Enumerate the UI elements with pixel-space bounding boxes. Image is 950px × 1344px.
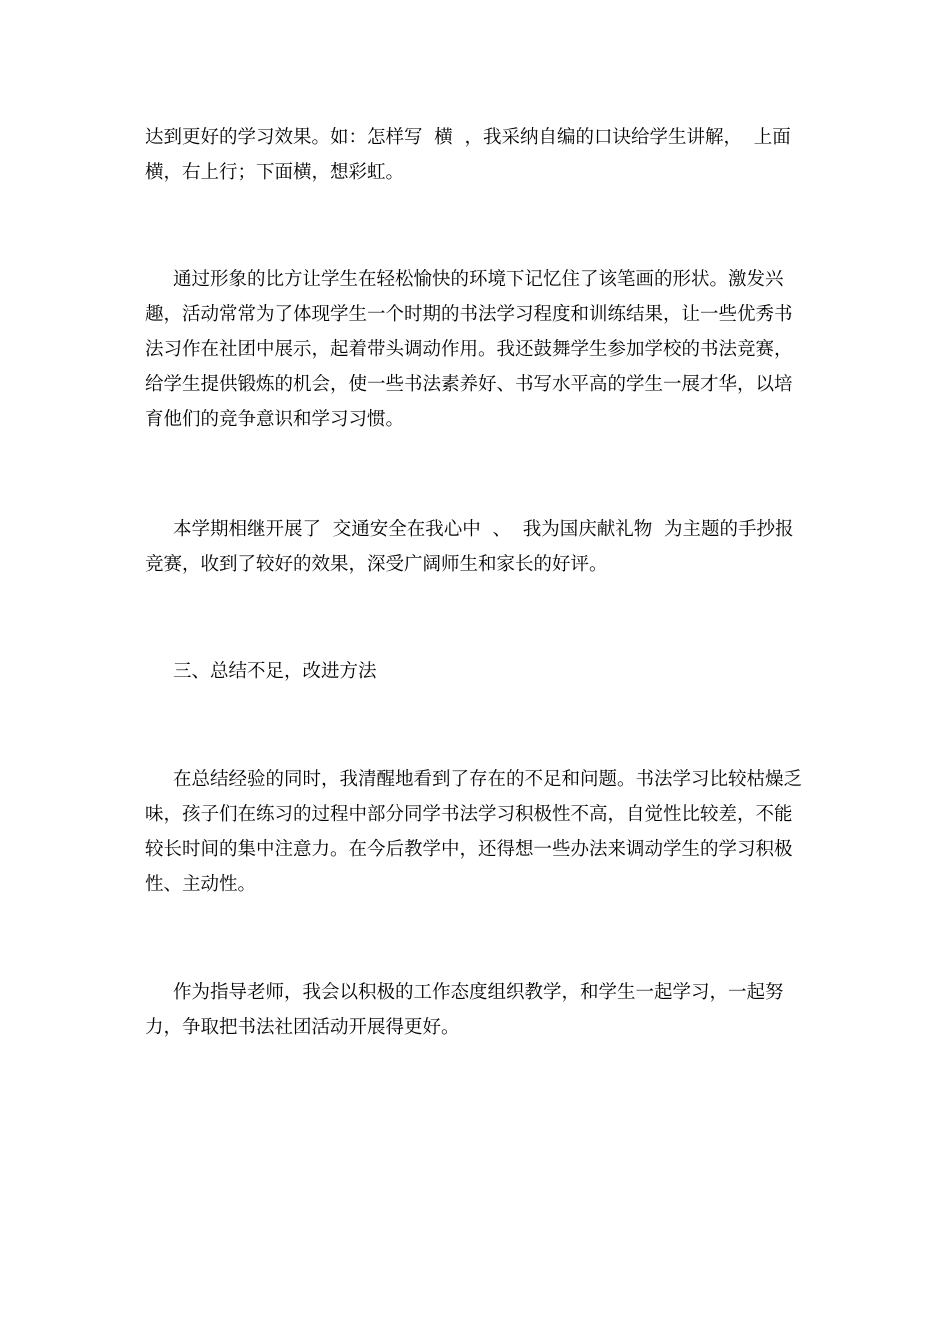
paragraph-interest-activities: 通过形象的比方让学生在轻松愉快的环境下记忆住了该笔画的形状。激发兴趣，活动常常为了体现学生一个时期的书法学习程度和训练结果，让一些优秀书法习作在社团中展示，起着带头调动作用。我还鼓舞学生参加学校的书法竞赛，给学生提供锻炼的机会，使一些书法素养好、书写水平高的学生一展才华，以培育他们的竞争意识和学习习惯。 bbox=[145, 269, 793, 430]
section-heading: 三、总结不足，改进方法 bbox=[173, 661, 377, 682]
paragraph-conclusion: 作为指导老师，我会以积极的工作态度组织教学，和学生一起学习，一起努力，争取把书法社团活动开展得更好。 bbox=[145, 982, 784, 1038]
paragraph-continuation: 达到更好的学习效果。如：怎样写 横 ，我采纳自编的口诀给学生讲解， 上面横，右上行；下面横，想彩虹。 bbox=[145, 127, 791, 183]
paragraph-poster-competition: 本学期相继开展了 交通安全在我心中 、 我为国庆献礼物 为主题的手抄报竞赛，收到了较好的效果，深受广阔师生和家长的好评。 bbox=[145, 519, 794, 575]
paragraph-shortcomings: 在总结经验的同时，我清醒地看到了存在的不足和问题。书法学习比较枯燥乏味，孩子们在练习的过程中部分同学书法学习积极性不高，自觉性比较差，不能较长时间的集中注意力。在今后教学中，还得想一些办法来调动学生的学习积极性、主动性。 bbox=[145, 769, 803, 895]
